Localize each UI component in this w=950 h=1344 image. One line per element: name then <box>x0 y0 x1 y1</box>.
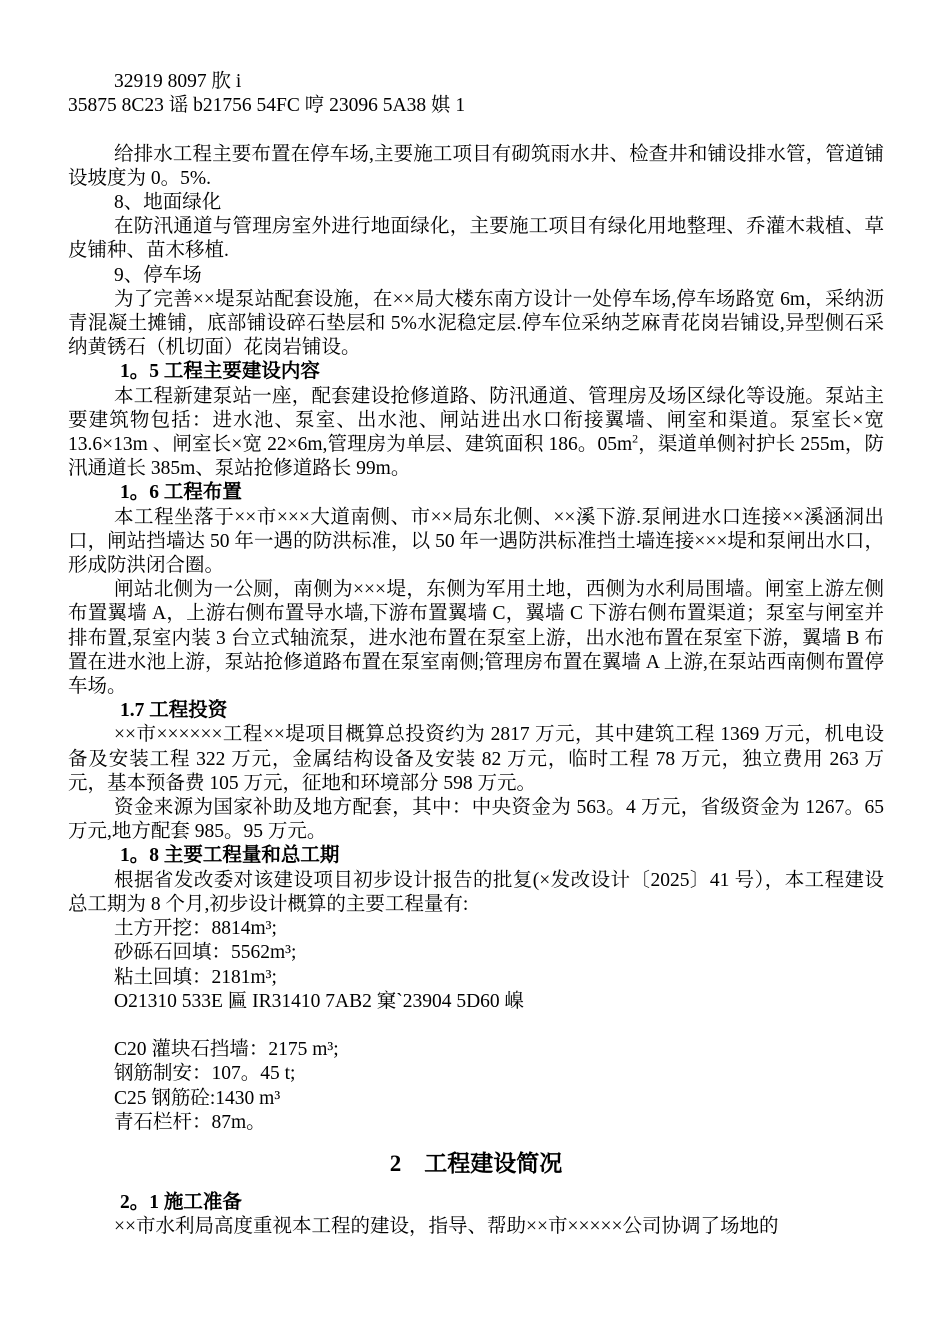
section-heading-2-1: 2。1 施工准备 <box>120 1191 242 1213</box>
heading-greening: 8、地面绿化 <box>114 192 222 213</box>
paragraph-parking: 为了完善××堤泵站配套设施，在××局大楼东南方设计一处停车场,停车场路宽 6m，采纳沥青混凝土摊铺，底部铺设碎石垫层和 5%水泥稳定层.停车位采纳芝麻青花岗岩铺设,异型侧石采纳黄锈石（机切面）花岗岩铺设。 <box>68 288 884 359</box>
spacer <box>68 1135 884 1149</box>
chapter-heading-2: 2 工程建设简况 <box>389 1150 563 1176</box>
section-heading-1-6: 1。6 工程布置 <box>120 482 242 504</box>
paragraph-greening: 在防汛通道与管理房室外进行地面绿化，主要施工项目有绿化用地整理、乔灌木栽植、草皮铺种、苗木移植. <box>68 216 884 262</box>
section-heading-1-8: 1。8 主要工程量和总工期 <box>120 845 340 867</box>
paragraph-layout-1: 本工程坐落于××市×××大道南侧、市××局东北侧、××溪下游.泵闸进水口连接××溪涵洞出口，闸站挡墙达 50 年一遇的防洪标准，以 50 年一遇防洪标准挡土墙连接×××堤和泵闸出水口，形成防洪闭合圈。 <box>68 506 884 577</box>
quantity-item: C25 钢筋砼:1430 m³ <box>114 1087 281 1109</box>
quantity-item: 钢筋制安：107。45 t; <box>114 1063 296 1085</box>
paragraph-content-text: 本工程新建泵站一座，配套建设抢修道路、防汛通道、管理房及场区绿化等设施。泵站主要建筑物包括：进水池、泵室、出水池、闸站进出水口衔接翼墙、闸室和渠道。泵室长×宽 13.6×13m 、闸室长×宽 22×6m,管理房为单层、建筑面积 186。05m <box>68 385 884 456</box>
garbled-line-1: 32919 8097 肷 i <box>114 71 242 92</box>
quantity-item: 土方开挖：8814m³; <box>114 918 277 940</box>
quantity-item: 砂砾石回填：5562m³; <box>114 942 297 964</box>
quantity-item: 粘土回填：2181m³; <box>114 966 277 988</box>
paragraph-investment-2: 资金来源为国家补助及地方配套，其中：中央资金为 563。4 万元，省级资金为 1267。65 万元,地方配套 985。95 万元。 <box>68 797 884 843</box>
paragraph-content-tail: ，渠道单侧衬护长 255m，防汛通道长 385m、泵站抢修道路长 99m。 <box>68 434 885 480</box>
blank-line <box>68 118 884 142</box>
blank-line <box>68 1014 884 1038</box>
garbled-line-3: O21310 533E 匾 IR31410 7AB2 窠`23904 5D60 嵲 <box>114 990 525 1012</box>
paragraph-preparation: ××市水利局高度重视本工程的建设，指导、帮助××市×××××公司协调了场地的 <box>114 1216 779 1238</box>
paragraph-drainage: 给排水工程主要布置在停车场,主要施工项目有砌筑雨水井、检查井和铺设排水管，管道铺设坡度为 0。5%. <box>68 143 884 189</box>
quantity-item: C20 灌块石挡墙：2175 m³; <box>114 1039 339 1061</box>
document-page <box>68 70 884 1239</box>
heading-parking: 9、停车场 <box>114 264 202 286</box>
paragraph-content <box>68 385 884 482</box>
section-heading-1-5: 1。5 工程主要建设内容 <box>120 361 320 383</box>
paragraph-quantities: 根据省发改委对该建设项目初步设计报告的批复(×发改设计〔2025〕41 号），本工程建设总工期为 8 个月,初步设计概算的主要工程量有: <box>68 869 884 915</box>
superscript-2: 2 <box>632 431 639 446</box>
spacer <box>68 1179 884 1191</box>
garbled-line-2: 35875 8C23 谣 b21756 54FC 哼 23096 5A38 娸 1 <box>68 95 466 117</box>
paragraph-layout-2: 闸站北侧为一公厕，南侧为×××堤，东侧为军用土地，西侧为水利局围墙。闸室上游左侧布置翼墙 A，上游右侧布置导水墙,下游布置翼墙 C，翼墙 C 下游右侧布置渠道；泵室与闸室并排布置,泵室内装 3 台立式轴流泵，进水池布置在泵室上游，出水池布置在泵室下游，翼墙 B 布置在进水池上游，泵站抢修道路布置在泵室南侧;管理房布置在翼墙 A 上游,在泵站西南侧布置停车场。 <box>68 579 884 698</box>
quantity-item: 青石栏杆：87m。 <box>114 1111 266 1133</box>
section-heading-1-7: 1.7 工程投资 <box>120 700 228 722</box>
paragraph-investment-1: ××市××××××工程××堤项目概算总投资约为 2817 万元，其中建筑工程 1369 万元，机电设备及安装工程 322 万元，金属结构设备及安装 82 万元，临时工程 78 万元，独立费用 263 万元，基本预备费 105 万元，征地和环境部分 598 万元。 <box>68 724 884 794</box>
